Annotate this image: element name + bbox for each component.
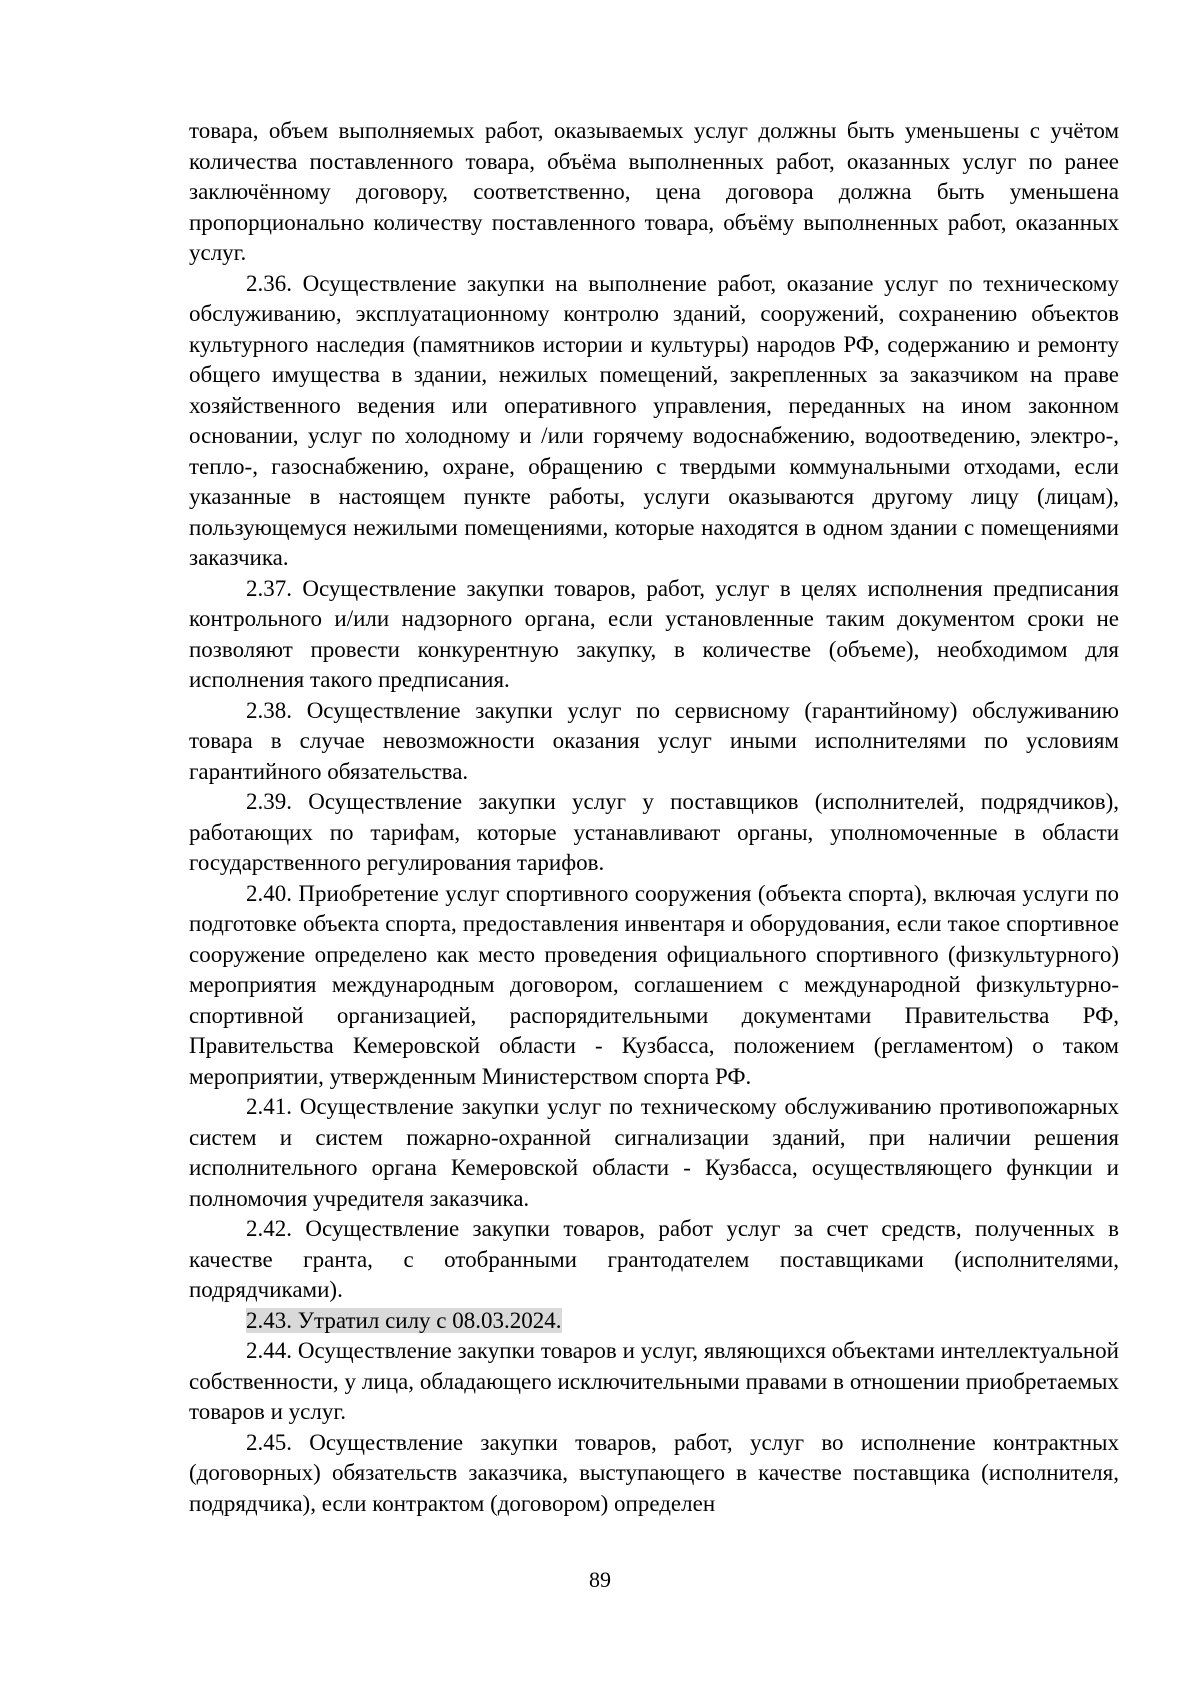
page-number: 89 xyxy=(589,1567,611,1592)
highlighted-repealed-clause: 2.43. Утратил силу с 08.03.2024. xyxy=(246,1307,562,1333)
paragraph-2-40: 2.40. Приобретение услуг спортивного сооружения (объекта спорта), включая услуги по подготовке объекта спорта, предоставления инвентаря и оборудования, если такое спортивное сооружение определено как место проведения официального спортивного (физкультурного) мероприятия международным договором, соглашением с международной физкультурно-спортивной организацией, распорядительными документами Правительства РФ, Правительства Кемеровской области - Кузбасса, положением (регламентом) о таком мероприятии, утвержденным Министерством спорта РФ. xyxy=(189,880,1119,1089)
paragraph-2-41: 2.41. Осуществление закупки услуг по техническому обслуживанию противопожарных систем и систем пожарно-охранной сигнализации зданий, при наличии решения исполнительного органа Кемеровской области - Кузбасса, осуществляющего функции и полномочия учредителя заказчика. xyxy=(189,1094,1119,1211)
paragraph-2-42: 2.42. Осуществление закупки товаров, работ услуг за счет средств, полученных в качестве гранта, с отобранными грантодателем поставщиками (исполнителями, подрядчиками). xyxy=(189,1216,1119,1302)
paragraph-continuation: товара, объем выполняемых работ, оказываемых услуг должны быть уменьшены с учётом количества поставленного товара, объёма выполненных работ, оказанных услуг по ранее заключённому договору, соответственно, цена договора должна быть уменьшена пропорционально количеству поставленного товара, объёму выполненных работ, оказанных услуг. xyxy=(189,118,1119,265)
paragraph-2-44: 2.44. Осуществление закупки товаров и услуг, являющихся объектами интеллектуальной собственности, у лица, обладающего исключительными правами в отношении приобретаемых товаров и услуг. xyxy=(189,1338,1119,1424)
paragraph-2-38: 2.38. Осуществление закупки услуг по сервисному (гарантийному) обслуживанию товара в случае невозможности оказания услуг иными исполнителями по условиям гарантийного обязательства. xyxy=(189,697,1119,784)
paragraph-2-36: 2.36. Осуществление закупки на выполнение работ, оказание услуг по техническому обслуживанию, эксплуатационному контролю зданий, сооружений, сохранению объектов культурного наследия (памятников истории и культуры) народов РФ, содержанию и ремонту общего имущества в здании, нежилых помещений, закрепленных за заказчиком на праве хозяйственного ведения или оперативного управления, переданных на ином законном основании, услуг по холодному и /или горячему водоснабжению, водоотведению, электро-, тепло-, газоснабжению, охране, обращению с твердыми коммунальными отходами, если указанные в настоящем пункте работы, услуги оказываются другому лицу (лицам), пользующемуся нежилыми помещениями, которые находятся в одном здании с помещениями заказчика. xyxy=(189,270,1119,570)
paragraph-2-37: 2.37. Осуществление закупки товаров, работ, услуг в целях исполнения предписания контрольного и/или надзорного органа, если установленные таким документом сроки не позволяют провести конкурентную закупку, в количестве (объеме), необходимом для исполнения такого предписания. xyxy=(189,575,1119,692)
paragraph-2-45: 2.45. Осуществление закупки товаров, работ, услуг во исполнение контрактных (договорных) обязательств заказчика, выступающего в качестве поставщика (исполнителя, подрядчика), если контрактом (договором) определен xyxy=(189,1429,1119,1516)
document-body xyxy=(189,116,1119,1519)
paragraph-2-39: 2.39. Осуществление закупки услуг у поставщиков (исполнителей, подрядчиков), работающих по тарифам, которые устанавливают органы, уполномоченные в области государственного регулирования тарифов. xyxy=(189,789,1119,875)
paragraph-2-43 xyxy=(189,1306,1119,1337)
